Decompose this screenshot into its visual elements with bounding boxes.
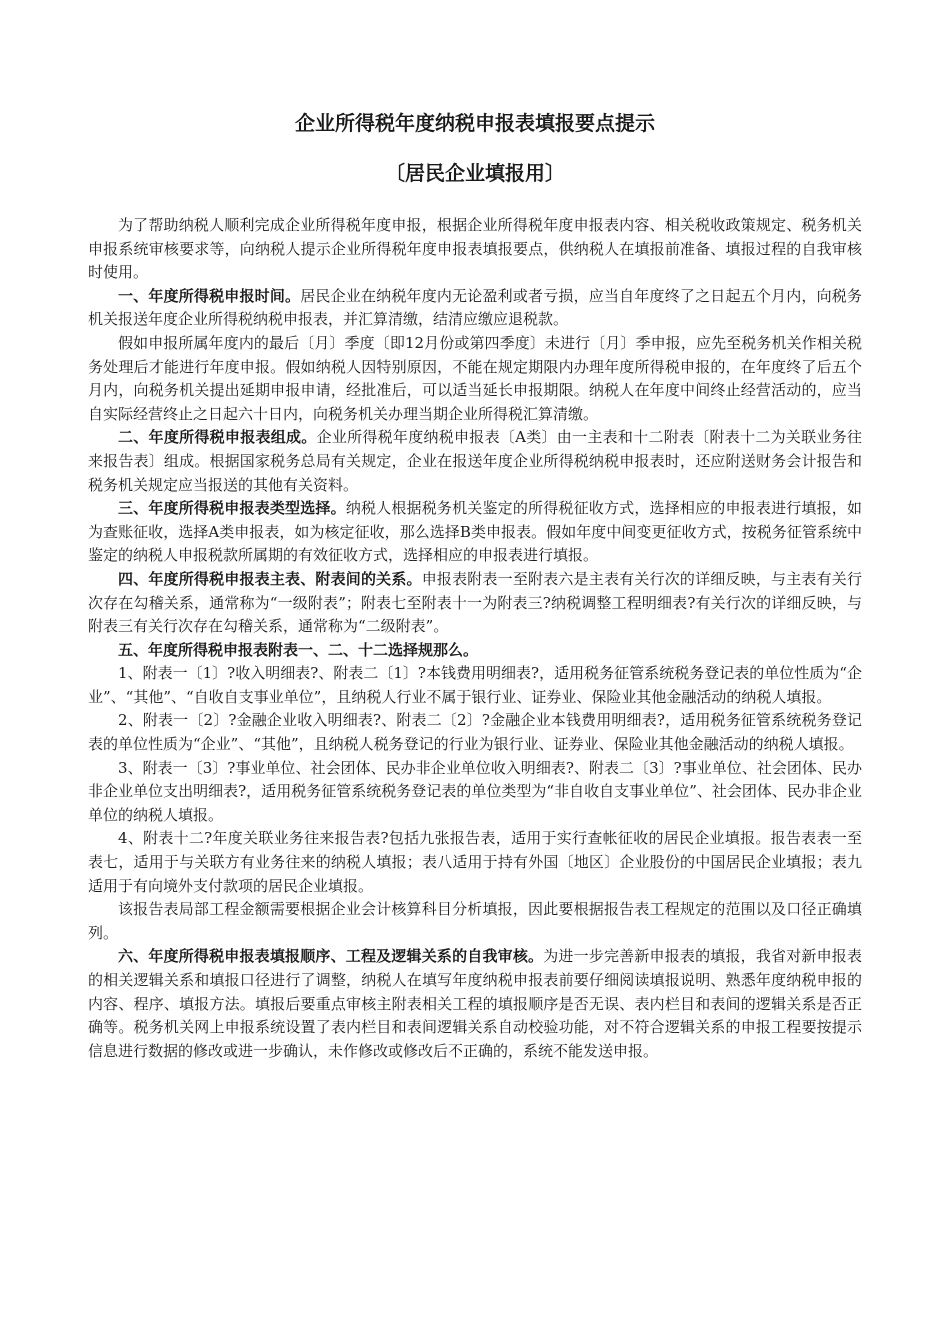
paragraph-text: 为进一步完善新申报表的填报，我省对新申报表的相关逻辑关系和填报口径进行了调整，纳税人在填写年度纳税申报表前要仔细阅读填报说明、熟悉年度纳税申报的内容、程序、填报方法。填报后要重点审核主附表相关工程的填报顺序是否无误、表内栏目和表间的逻辑关系是否正确等。税务机关网上申报系统设置了表内栏目和表间逻辑关系自动校验功能，对不符合逻辑关系的申报工程要按提示信息进行数据的修改或进一步确认，未作修改或修改后不正确的，系统不能发送申报。 bbox=[88, 947, 862, 1060]
paragraph-heading: 四、年度所得税申报表主表、附表间的关系。 bbox=[118, 569, 422, 588]
document-body bbox=[88, 214, 862, 1063]
paragraph-heading: 一、年度所得税申报时间。 bbox=[118, 286, 301, 305]
paragraph-text: 假如申报所属年度内的最后〔月〕季度〔即12月份或第四季度〕未进行〔月〕季申报，应先至税务机关作相关税务处理后才能进行年度申报。假如纳税人因特别原因，不能在规定期限内办理年度所得税申报的，在年度终了后五个月内，向税务机关提出延期申报申请，经批准后，可以适当延长申报期限。纳税人在年度中间终止经营活动的，应当自实际经营终止之日起六十日内，向税务机关办理当期企业所得税汇算清缴。 bbox=[88, 333, 862, 423]
document-title: 企业所得税年度纳税申报表填报要点提示 bbox=[295, 111, 655, 135]
paragraph bbox=[88, 426, 862, 497]
paragraph-text: 纳税人根据税务机关鉴定的所得税征收方式，选择相应的申报表进行填报，如为查账征收，选择A类申报表，如为核定征收，那么选择B类申报表。假如年度中间变更征收方式，按税务征管系统中鉴定的纳税人申报税款所属期的有效征收方式，选择相应的申报表进行填报。 bbox=[88, 499, 862, 565]
paragraph-text: 企业所得税年度纳税申报表〔A类〕由一主表和十二附表〔附表十二为关联业务往来报告表〕组成。根据国家税务总局有关规定，企业在报送年度企业所得税纳税申报表时，还应附送财务会计报告和税务机关规定应当报送的其他有关资料。 bbox=[88, 428, 862, 494]
paragraph bbox=[88, 568, 862, 639]
document-subtitle: 〔居民企业填报用〕 bbox=[385, 161, 565, 185]
paragraph bbox=[88, 497, 862, 568]
paragraph-heading: 五、年度所得税申报表附表一、二、十二选择规那么。 bbox=[118, 640, 479, 659]
paragraph bbox=[88, 945, 862, 1063]
paragraph-heading: 三、年度所得税申报表类型选择。 bbox=[118, 499, 346, 518]
paragraph bbox=[88, 285, 862, 332]
paragraph bbox=[88, 639, 862, 663]
paragraph bbox=[88, 709, 862, 756]
paragraph bbox=[88, 757, 862, 828]
paragraph bbox=[88, 662, 862, 709]
paragraph-text: 3、附表一〔3〕?事业单位、社会团体、民办非企业单位收入明细表?、附表二〔3〕?事业单位、社会团体、民办非企业单位支出明细表?，适用税务征管系统税务登记表的单位类型为“非自收自支事业单位”、社会团体、民办非企业单位的纳税人填报。 bbox=[88, 758, 862, 824]
paragraph-text: 申报表附表一至附表六是主表有关行次的详细反映，与主表有关行次存在勾稽关系，通常称为“一级附表”；附表七至附表十一为附表三?纳税调整工程明细表?有关行次的详细反映，与附表三有关行次存在勾稽关系，通常称为“二级附表”。 bbox=[88, 569, 862, 636]
paragraph bbox=[88, 898, 862, 945]
paragraph bbox=[88, 214, 862, 285]
paragraph-text: 1、附表一〔1〕?收入明细表?、附表二〔1〕?本钱费用明细表?，适用税务征管系统税务登记表的单位性质为“企业”、“其他”、“自收自支事业单位”，且纳税人行业不属于银行业、证券业、保险业其他金融活动的纳税人填报。 bbox=[88, 664, 862, 706]
paragraph-heading: 二、年度所得税申报表组成。 bbox=[118, 428, 317, 447]
paragraph bbox=[88, 332, 862, 426]
paragraph-text: 为了帮助纳税人顺利完成企业所得税年度申报，根据企业所得税年度申报表内容、相关税收政策规定、税务机关申报系统审核要求等，向纳税人提示企业所得税年度申报表填报要点，供纳税人在填报前准备、填报过程的自我审核时使用。 bbox=[88, 216, 862, 282]
paragraph-heading: 六、年度所得税申报表填报顺序、工程及逻辑关系的自我审核。 bbox=[118, 947, 544, 966]
paragraph-text: 该报告表局部工程金额需要根据企业会计核算科目分析填报，因此要根据报告表工程规定的范围以及口径正确填列。 bbox=[88, 900, 862, 942]
paragraph bbox=[88, 827, 862, 898]
paragraph-text: 2、附表一〔2〕?金融企业收入明细表?、附表二〔2〕?金融企业本钱费用明细表?，适用税务征管系统税务登记表的单位性质为“企业”、“其他”，且纳税人税务登记的行业为银行业、证券业、保险业其他金融活动的纳税人填报。 bbox=[88, 711, 862, 754]
paragraph-text: 居民企业在纳税年度内无论盈利或者亏损，应当自年度终了之日起五个月内，向税务机关报送年度企业所得税纳税申报表，并汇算清缴，结清应缴应退税款。 bbox=[88, 286, 862, 329]
paragraph-text: 4、附表十二?年度关联业务往来报告表?包括九张报告表，适用于实行查帐征收的居民企业填报。报告表表一至表七，适用于与关联方有业务往来的纳税人填报；表八适用于持有外国〔地区〕企业股份的中国居民企业填报；表九适用于有向境外支付款项的居民企业填报。 bbox=[88, 829, 862, 895]
